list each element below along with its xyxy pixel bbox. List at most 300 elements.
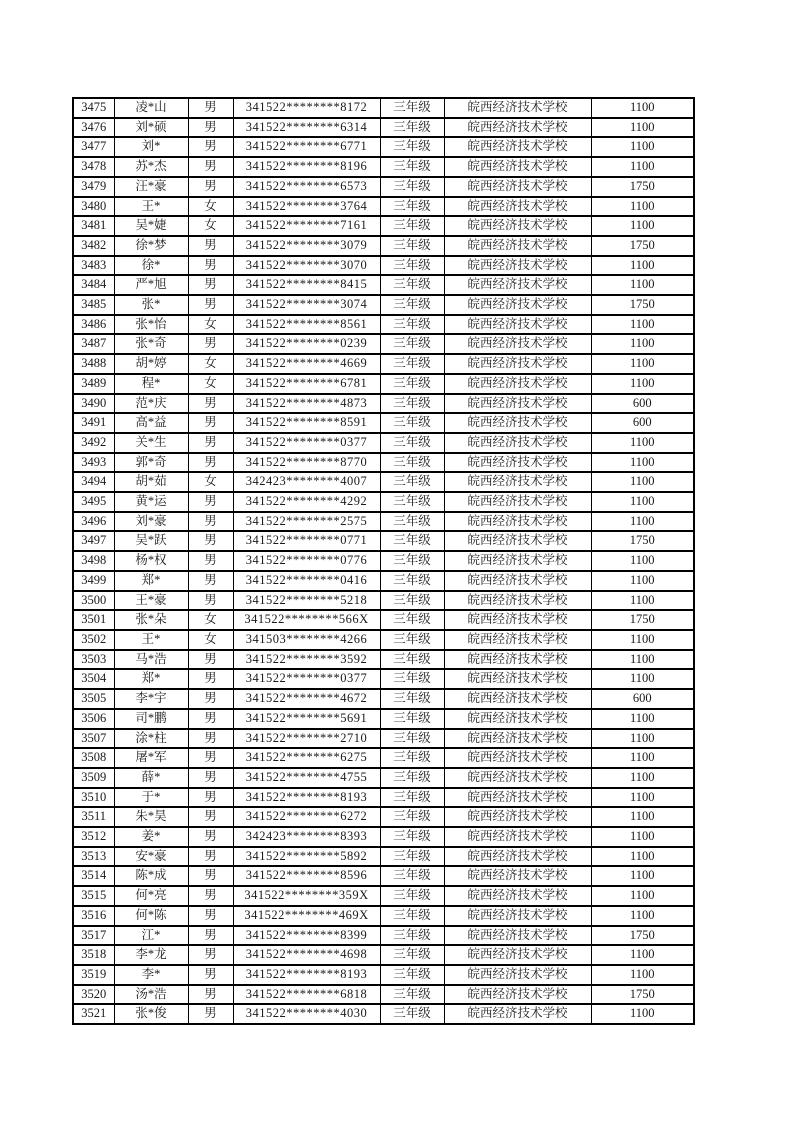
- cell-id-number: 341522********5691: [233, 709, 380, 729]
- cell-name: 张*俊: [114, 1004, 188, 1024]
- cell-name: 徐*梦: [114, 236, 188, 256]
- cell-id-number: 341522********6818: [233, 985, 380, 1005]
- cell-amount: 600: [591, 689, 694, 709]
- table-row: [73, 926, 694, 946]
- cell-name: 刘*: [114, 137, 188, 157]
- cell-serial: 3498: [73, 551, 114, 571]
- cell-grade: 三年级: [380, 157, 444, 177]
- cell-grade: 三年级: [380, 807, 444, 827]
- cell-gender: 女: [188, 315, 233, 335]
- cell-name: 胡*茹: [114, 472, 188, 492]
- cell-school: 皖西经济技术学校: [444, 374, 591, 394]
- cell-gender: 男: [188, 571, 233, 591]
- cell-name: 李*宇: [114, 689, 188, 709]
- cell-id-number: 341522********8196: [233, 157, 380, 177]
- cell-grade: 三年级: [380, 610, 444, 630]
- table-row: [73, 492, 694, 512]
- cell-school: 皖西经济技术学校: [444, 256, 591, 276]
- cell-serial: 3513: [73, 847, 114, 867]
- cell-id-number: 341522********8770: [233, 453, 380, 473]
- cell-id-number: 342423********4007: [233, 472, 380, 492]
- table-row: [73, 453, 694, 473]
- cell-name: 严*旭: [114, 275, 188, 295]
- cell-amount: 1100: [591, 315, 694, 335]
- table-row: [73, 689, 694, 709]
- cell-id-number: 341522********2710: [233, 729, 380, 749]
- table-row: [73, 413, 694, 433]
- table-row: [73, 591, 694, 611]
- cell-gender: 男: [188, 788, 233, 808]
- cell-grade: 三年级: [380, 768, 444, 788]
- cell-serial: 3518: [73, 945, 114, 965]
- cell-grade: 三年级: [380, 709, 444, 729]
- cell-gender: 男: [188, 531, 233, 551]
- cell-gender: 男: [188, 807, 233, 827]
- cell-grade: 三年级: [380, 1004, 444, 1024]
- cell-serial: 3476: [73, 118, 114, 138]
- cell-gender: 男: [188, 768, 233, 788]
- cell-grade: 三年级: [380, 847, 444, 867]
- cell-gender: 男: [188, 669, 233, 689]
- cell-serial: 3501: [73, 610, 114, 630]
- student-funding-table: [72, 97, 695, 1025]
- cell-amount: 1100: [591, 1004, 694, 1024]
- table-row: [73, 334, 694, 354]
- cell-gender: 男: [188, 137, 233, 157]
- cell-serial: 3497: [73, 531, 114, 551]
- cell-gender: 男: [188, 985, 233, 1005]
- cell-serial: 3489: [73, 374, 114, 394]
- cell-gender: 男: [188, 98, 233, 118]
- cell-serial: 3477: [73, 137, 114, 157]
- cell-amount: 1100: [591, 275, 694, 295]
- cell-gender: 男: [188, 866, 233, 886]
- cell-amount: 1100: [591, 551, 694, 571]
- cell-grade: 三年级: [380, 374, 444, 394]
- cell-id-number: 341522********2575: [233, 512, 380, 532]
- cell-school: 皖西经济技术学校: [444, 650, 591, 670]
- cell-id-number: 341522********7161: [233, 216, 380, 236]
- cell-amount: 1100: [591, 216, 694, 236]
- cell-serial: 3488: [73, 354, 114, 374]
- cell-gender: 男: [188, 847, 233, 867]
- cell-school: 皖西经济技术学校: [444, 512, 591, 532]
- cell-gender: 男: [188, 492, 233, 512]
- cell-id-number: 341522********4030: [233, 1004, 380, 1024]
- cell-id-number: 341522********4698: [233, 945, 380, 965]
- cell-school: 皖西经济技术学校: [444, 157, 591, 177]
- cell-id-number: 341522********0776: [233, 551, 380, 571]
- cell-gender: 男: [188, 236, 233, 256]
- cell-grade: 三年级: [380, 177, 444, 197]
- cell-school: 皖西经济技术学校: [444, 591, 591, 611]
- cell-amount: 1750: [591, 610, 694, 630]
- cell-school: 皖西经济技术学校: [444, 531, 591, 551]
- table-row: [73, 866, 694, 886]
- cell-name: 王*: [114, 197, 188, 217]
- cell-amount: 1100: [591, 965, 694, 985]
- cell-amount: 1100: [591, 433, 694, 453]
- table-row: [73, 886, 694, 906]
- cell-id-number: 341522********5892: [233, 847, 380, 867]
- cell-amount: 1100: [591, 827, 694, 847]
- cell-id-number: 341522********4292: [233, 492, 380, 512]
- cell-amount: 1100: [591, 472, 694, 492]
- cell-amount: 1100: [591, 847, 694, 867]
- cell-id-number: 341522********8172: [233, 98, 380, 118]
- cell-grade: 三年级: [380, 729, 444, 749]
- cell-grade: 三年级: [380, 256, 444, 276]
- table-row: [73, 945, 694, 965]
- cell-grade: 三年级: [380, 492, 444, 512]
- cell-gender: 男: [188, 334, 233, 354]
- cell-serial: 3507: [73, 729, 114, 749]
- table-row: [73, 571, 694, 591]
- cell-amount: 600: [591, 413, 694, 433]
- cell-grade: 三年级: [380, 453, 444, 473]
- cell-school: 皖西经济技术学校: [444, 98, 591, 118]
- cell-id-number: 341522********566X: [233, 610, 380, 630]
- cell-serial: 3499: [73, 571, 114, 591]
- cell-id-number: 341522********3592: [233, 650, 380, 670]
- cell-grade: 三年级: [380, 827, 444, 847]
- cell-grade: 三年级: [380, 295, 444, 315]
- cell-gender: 男: [188, 453, 233, 473]
- table-row: [73, 748, 694, 768]
- table-row: [73, 847, 694, 867]
- cell-school: 皖西经济技术学校: [444, 926, 591, 946]
- cell-grade: 三年级: [380, 413, 444, 433]
- cell-serial: 3484: [73, 275, 114, 295]
- cell-gender: 女: [188, 354, 233, 374]
- cell-amount: 1100: [591, 945, 694, 965]
- cell-name: 凌*山: [114, 98, 188, 118]
- cell-amount: 1100: [591, 866, 694, 886]
- cell-serial: 3516: [73, 906, 114, 926]
- cell-amount: 1100: [591, 650, 694, 670]
- cell-school: 皖西经济技术学校: [444, 669, 591, 689]
- cell-amount: 1100: [591, 492, 694, 512]
- cell-name: 于*: [114, 788, 188, 808]
- cell-school: 皖西经济技术学校: [444, 630, 591, 650]
- cell-school: 皖西经济技术学校: [444, 492, 591, 512]
- cell-gender: 男: [188, 926, 233, 946]
- cell-amount: 1100: [591, 669, 694, 689]
- cell-id-number: 341522********6314: [233, 118, 380, 138]
- cell-id-number: 341522********4873: [233, 394, 380, 414]
- cell-name: 马*浩: [114, 650, 188, 670]
- cell-amount: 1100: [591, 334, 694, 354]
- table-row: [73, 709, 694, 729]
- table-row: [73, 729, 694, 749]
- cell-grade: 三年级: [380, 98, 444, 118]
- cell-amount: 1750: [591, 295, 694, 315]
- cell-grade: 三年级: [380, 650, 444, 670]
- cell-gender: 男: [188, 512, 233, 532]
- cell-school: 皖西经济技术学校: [444, 275, 591, 295]
- cell-gender: 男: [188, 413, 233, 433]
- cell-id-number: 341522********0771: [233, 531, 380, 551]
- cell-gender: 男: [188, 295, 233, 315]
- cell-gender: 男: [188, 256, 233, 276]
- cell-amount: 1100: [591, 197, 694, 217]
- table-row: [73, 827, 694, 847]
- table-row: [73, 965, 694, 985]
- cell-amount: 1750: [591, 531, 694, 551]
- cell-serial: 3509: [73, 768, 114, 788]
- cell-serial: 3521: [73, 1004, 114, 1024]
- cell-id-number: 341522********8193: [233, 965, 380, 985]
- cell-serial: 3492: [73, 433, 114, 453]
- cell-school: 皖西经济技术学校: [444, 965, 591, 985]
- table-row: [73, 275, 694, 295]
- cell-serial: 3514: [73, 866, 114, 886]
- cell-amount: 1100: [591, 709, 694, 729]
- cell-school: 皖西经济技术学校: [444, 788, 591, 808]
- cell-gender: 男: [188, 827, 233, 847]
- cell-serial: 3510: [73, 788, 114, 808]
- cell-gender: 男: [188, 886, 233, 906]
- cell-serial: 3512: [73, 827, 114, 847]
- cell-school: 皖西经济技术学校: [444, 748, 591, 768]
- cell-school: 皖西经济技术学校: [444, 413, 591, 433]
- cell-serial: 3515: [73, 886, 114, 906]
- cell-grade: 三年级: [380, 945, 444, 965]
- cell-amount: 1750: [591, 236, 694, 256]
- cell-amount: 600: [591, 394, 694, 414]
- cell-id-number: 341522********8561: [233, 315, 380, 335]
- cell-school: 皖西经济技术学校: [444, 433, 591, 453]
- cell-serial: 3480: [73, 197, 114, 217]
- cell-gender: 男: [188, 729, 233, 749]
- cell-grade: 三年级: [380, 551, 444, 571]
- cell-serial: 3482: [73, 236, 114, 256]
- cell-name: 王*: [114, 630, 188, 650]
- cell-grade: 三年级: [380, 926, 444, 946]
- cell-gender: 男: [188, 748, 233, 768]
- table-row: [73, 394, 694, 414]
- cell-serial: 3520: [73, 985, 114, 1005]
- cell-serial: 3517: [73, 926, 114, 946]
- cell-gender: 男: [188, 945, 233, 965]
- cell-name: 张*: [114, 295, 188, 315]
- table-row: [73, 433, 694, 453]
- cell-serial: 3519: [73, 965, 114, 985]
- cell-school: 皖西经济技术学校: [444, 827, 591, 847]
- table-row: [73, 374, 694, 394]
- cell-school: 皖西经济技术学校: [444, 551, 591, 571]
- cell-amount: 1100: [591, 729, 694, 749]
- table-row: [73, 295, 694, 315]
- cell-serial: 3490: [73, 394, 114, 414]
- cell-id-number: 341522********8591: [233, 413, 380, 433]
- cell-amount: 1100: [591, 98, 694, 118]
- cell-serial: 3486: [73, 315, 114, 335]
- table-row: [73, 177, 694, 197]
- cell-serial: 3478: [73, 157, 114, 177]
- cell-id-number: 341522********6573: [233, 177, 380, 197]
- cell-gender: 男: [188, 689, 233, 709]
- cell-name: 何*亮: [114, 886, 188, 906]
- table-row: [73, 197, 694, 217]
- cell-grade: 三年级: [380, 512, 444, 532]
- table-row: [73, 906, 694, 926]
- cell-school: 皖西经济技术学校: [444, 236, 591, 256]
- cell-name: 江*: [114, 926, 188, 946]
- cell-name: 安*豪: [114, 847, 188, 867]
- cell-serial: 3503: [73, 650, 114, 670]
- cell-amount: 1100: [591, 748, 694, 768]
- cell-id-number: 341522********359X: [233, 886, 380, 906]
- cell-school: 皖西经济技术学校: [444, 334, 591, 354]
- cell-school: 皖西经济技术学校: [444, 610, 591, 630]
- table-row: [73, 157, 694, 177]
- cell-name: 吴*婕: [114, 216, 188, 236]
- cell-id-number: 341522********8596: [233, 866, 380, 886]
- cell-name: 郑*: [114, 571, 188, 591]
- cell-amount: 1100: [591, 354, 694, 374]
- cell-grade: 三年级: [380, 866, 444, 886]
- cell-gender: 男: [188, 433, 233, 453]
- cell-id-number: 341522********4669: [233, 354, 380, 374]
- cell-grade: 三年级: [380, 472, 444, 492]
- cell-grade: 三年级: [380, 334, 444, 354]
- cell-school: 皖西经济技术学校: [444, 177, 591, 197]
- cell-id-number: 341522********6275: [233, 748, 380, 768]
- cell-serial: 3500: [73, 591, 114, 611]
- table-body: [73, 98, 694, 1024]
- cell-serial: 3504: [73, 669, 114, 689]
- cell-gender: 女: [188, 374, 233, 394]
- cell-amount: 1100: [591, 591, 694, 611]
- cell-school: 皖西经济技术学校: [444, 571, 591, 591]
- cell-name: 汤*浩: [114, 985, 188, 1005]
- cell-school: 皖西经济技术学校: [444, 295, 591, 315]
- cell-name: 吴*跃: [114, 531, 188, 551]
- cell-serial: 3481: [73, 216, 114, 236]
- cell-id-number: 341522********3074: [233, 295, 380, 315]
- cell-id-number: 341522********3764: [233, 197, 380, 217]
- cell-name: 苏*杰: [114, 157, 188, 177]
- cell-amount: 1100: [591, 788, 694, 808]
- cell-id-number: 341522********0377: [233, 669, 380, 689]
- cell-amount: 1750: [591, 926, 694, 946]
- cell-name: 司*鹏: [114, 709, 188, 729]
- cell-id-number: 341522********0416: [233, 571, 380, 591]
- cell-amount: 1750: [591, 177, 694, 197]
- cell-grade: 三年级: [380, 886, 444, 906]
- cell-id-number: 341522********3079: [233, 236, 380, 256]
- table-row: [73, 669, 694, 689]
- cell-school: 皖西经济技术学校: [444, 729, 591, 749]
- cell-grade: 三年级: [380, 788, 444, 808]
- table-row: [73, 137, 694, 157]
- cell-grade: 三年级: [380, 571, 444, 591]
- cell-gender: 男: [188, 157, 233, 177]
- cell-gender: 女: [188, 197, 233, 217]
- table-row: [73, 1004, 694, 1024]
- cell-id-number: 341522********6771: [233, 137, 380, 157]
- cell-id-number: 341522********8399: [233, 926, 380, 946]
- cell-gender: 男: [188, 275, 233, 295]
- cell-school: 皖西经济技术学校: [444, 197, 591, 217]
- cell-id-number: 341522********4755: [233, 768, 380, 788]
- table-row: [73, 256, 694, 276]
- cell-id-number: 341522********4672: [233, 689, 380, 709]
- cell-amount: 1100: [591, 630, 694, 650]
- cell-grade: 三年级: [380, 216, 444, 236]
- cell-name: 李*: [114, 965, 188, 985]
- cell-gender: 女: [188, 216, 233, 236]
- cell-grade: 三年级: [380, 689, 444, 709]
- table-row: [73, 531, 694, 551]
- cell-name: 张*朵: [114, 610, 188, 630]
- cell-amount: 1100: [591, 807, 694, 827]
- cell-id-number: 341522********5218: [233, 591, 380, 611]
- cell-serial: 3494: [73, 472, 114, 492]
- cell-grade: 三年级: [380, 985, 444, 1005]
- table-row: [73, 236, 694, 256]
- table-row: [73, 216, 694, 236]
- cell-amount: 1100: [591, 886, 694, 906]
- cell-grade: 三年级: [380, 137, 444, 157]
- cell-serial: 3487: [73, 334, 114, 354]
- cell-amount: 1100: [591, 571, 694, 591]
- cell-id-number: 341522********469X: [233, 906, 380, 926]
- cell-id-number: 341503********4266: [233, 630, 380, 650]
- cell-name: 郭*奇: [114, 453, 188, 473]
- cell-school: 皖西经济技术学校: [444, 807, 591, 827]
- cell-name: 张*怡: [114, 315, 188, 335]
- cell-gender: 男: [188, 906, 233, 926]
- cell-name: 朱*昊: [114, 807, 188, 827]
- table-row: [73, 768, 694, 788]
- cell-name: 涂*柱: [114, 729, 188, 749]
- cell-serial: 3506: [73, 709, 114, 729]
- table-row: [73, 98, 694, 118]
- cell-name: 范*庆: [114, 394, 188, 414]
- cell-grade: 三年级: [380, 965, 444, 985]
- cell-gender: 男: [188, 650, 233, 670]
- table-row: [73, 315, 694, 335]
- table-row: [73, 354, 694, 374]
- cell-school: 皖西经济技术学校: [444, 945, 591, 965]
- cell-grade: 三年级: [380, 118, 444, 138]
- cell-name: 王*豪: [114, 591, 188, 611]
- cell-serial: 3493: [73, 453, 114, 473]
- cell-school: 皖西经济技术学校: [444, 886, 591, 906]
- cell-school: 皖西经济技术学校: [444, 137, 591, 157]
- cell-grade: 三年级: [380, 315, 444, 335]
- cell-grade: 三年级: [380, 748, 444, 768]
- cell-id-number: 341522********8415: [233, 275, 380, 295]
- table-row: [73, 650, 694, 670]
- cell-gender: 男: [188, 709, 233, 729]
- cell-amount: 1100: [591, 256, 694, 276]
- cell-school: 皖西经济技术学校: [444, 866, 591, 886]
- table-row: [73, 788, 694, 808]
- cell-serial: 3479: [73, 177, 114, 197]
- cell-grade: 三年级: [380, 591, 444, 611]
- cell-gender: 女: [188, 472, 233, 492]
- cell-id-number: 341522********8193: [233, 788, 380, 808]
- cell-school: 皖西经济技术学校: [444, 216, 591, 236]
- cell-amount: 1100: [591, 768, 694, 788]
- cell-grade: 三年级: [380, 630, 444, 650]
- cell-grade: 三年级: [380, 669, 444, 689]
- cell-school: 皖西经济技术学校: [444, 315, 591, 335]
- cell-name: 胡*婷: [114, 354, 188, 374]
